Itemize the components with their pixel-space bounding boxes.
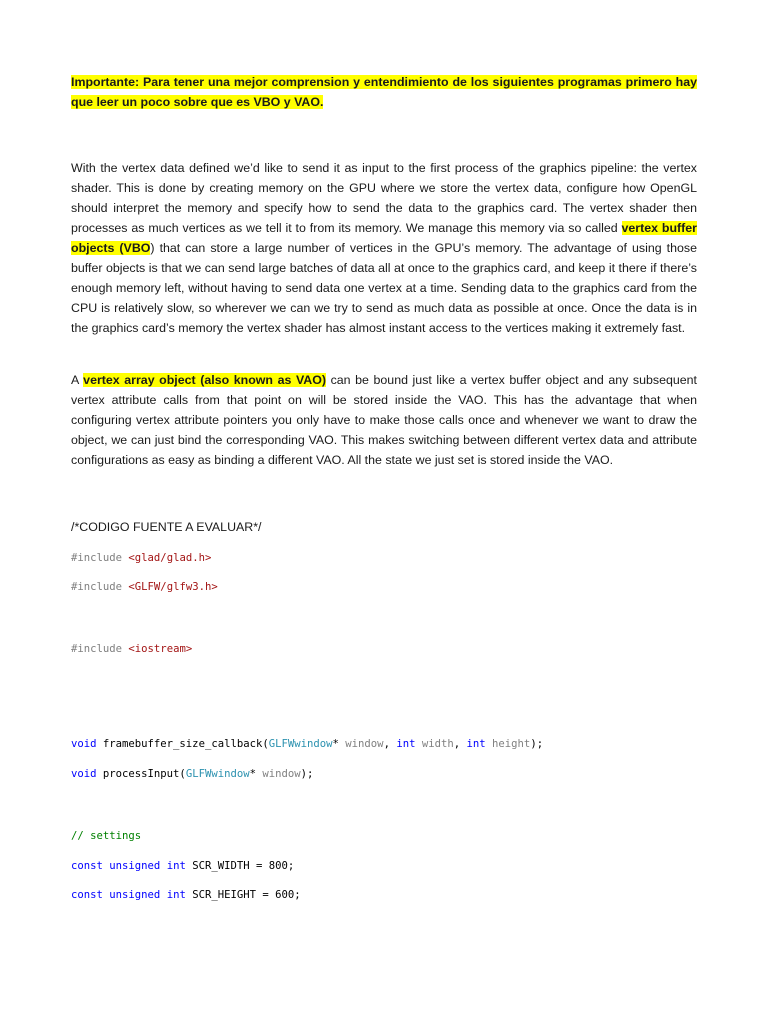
code-line-include-glad (71, 551, 211, 565)
include-keyword: #include (71, 581, 123, 593)
void-keyword: void (71, 768, 97, 780)
pointer-star: * (332, 738, 346, 750)
intro-highlight: Importante: Para tener una mejor comprension y entendimiento de los siguientes programas primero hay que leer un poco sobre que es VBO y VAO. (71, 75, 697, 109)
vbo-paragraph (71, 158, 697, 338)
include-keyword: #include (71, 552, 123, 564)
code-line-scr-height (71, 888, 301, 902)
int-keyword: int (396, 738, 416, 750)
code-line-process-input (71, 767, 313, 781)
declaration: SCR_WIDTH = 800; (185, 860, 295, 872)
vbo-text-after: ) that can store a large number of vertices in the GPU’s memory. The advantage of using those buffer objects is that we can send large batches of data all at once to the graphics card, and keep it there if there’s enough memory left, without having to send data one vertex at a time. Sending data to the graphics card from the CPU is relatively slow, so wherever we can we try to send as much data as possible at once. Once the data is in the graphics card’s memory the vertex shader has almost instant access to the vertices making it extremely fast. (71, 241, 697, 335)
type-name: GLFWwindow (185, 768, 250, 780)
vao-text-before: A (71, 373, 84, 387)
function-name: framebuffer_size_callback( (96, 738, 269, 750)
int-keyword: int (466, 738, 486, 750)
line-end: ); (530, 738, 544, 750)
separator: , (453, 738, 467, 750)
settings-comment: // settings (71, 830, 142, 842)
include-path: <glad/glad.h> (128, 552, 212, 564)
param-height: height (492, 738, 531, 750)
type-name: GLFWwindow (268, 738, 333, 750)
include-path: <iostream> (128, 643, 193, 655)
intro-note (71, 72, 697, 112)
param-width: width (421, 738, 454, 750)
const-keyword: const (71, 889, 103, 901)
code-line-include-iostream (71, 642, 192, 656)
include-keyword: #include (71, 643, 123, 655)
code-heading: /*CODIGO FUENTE A EVALUAR*/ (71, 520, 262, 534)
vbo-text-before: With the vertex data defined we’d like to send it as input to the first process of the graphics pipeline: the vertex shader. This is done by creating memory on the GPU where we store the vertex data, configure how OpenGL should interpret the memory and specify how to send the data to the graphics card. The vertex shader then processes as much vertices as we tell it to from its memory. We manage this memory via so called (71, 161, 697, 235)
param-window: window (345, 738, 384, 750)
line-end: ); (300, 768, 314, 780)
int-keyword: int (166, 889, 186, 901)
function-name: processInput( (96, 768, 186, 780)
int-keyword: int (166, 860, 186, 872)
separator: , (383, 738, 397, 750)
declaration: SCR_HEIGHT = 600; (185, 889, 301, 901)
param-window: window (262, 768, 301, 780)
unsigned-keyword: unsigned (109, 860, 161, 872)
code-line-include-glfw (71, 580, 218, 594)
code-line-framebuffer-callback (71, 737, 543, 751)
void-keyword: void (71, 738, 97, 750)
vao-highlight: vertex array object (also known as VAO) (83, 373, 326, 387)
include-path: <GLFW/glfw3.h> (128, 581, 218, 593)
pointer-star: * (249, 768, 263, 780)
vao-paragraph (71, 370, 697, 470)
vbo-highlight: vertex buffer objects (VBO (71, 221, 697, 255)
const-keyword: const (71, 860, 103, 872)
vao-text-after: can be bound just like a vertex buffer object and any subsequent vertex attribute calls from that point on will be stored inside the VAO. This has the advantage that when configuring vertex attribute pointers you only have to make those calls once and whenever we want to draw the object, we can just bind the corresponding VAO. This makes switching between different vertex data and attribute configurations as easy as binding a different VAO. All the state we just set is stored inside the VAO. (71, 373, 697, 467)
unsigned-keyword: unsigned (109, 889, 161, 901)
code-line-scr-width (71, 859, 294, 873)
code-line-comment (71, 829, 141, 843)
